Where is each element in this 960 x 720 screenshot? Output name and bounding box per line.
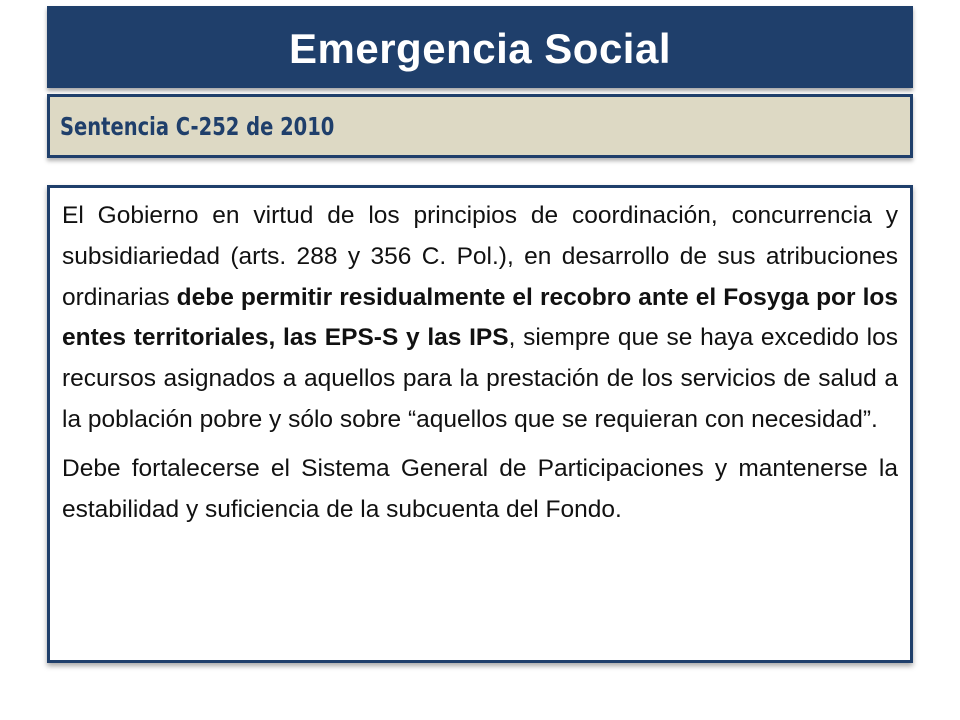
page-title: Emergencia Social — [288, 25, 671, 72]
paragraph-1-text-end: , siempre que se haya excedido los recursos asignados a aquellos para la prestación de los servicios de salud a la población pobre y sólo sobre “aquellos que se requieran con necesidad”. — [62, 324, 898, 433]
subtitle-box — [47, 94, 913, 158]
paragraph-1-bold-text: debe permitir residualmente el recobro ante el Fosyga por los entes territoriales, las EPS-S y las IPS — [62, 283, 899, 352]
body-box — [47, 185, 913, 663]
body-text — [62, 196, 898, 530]
paragraph-2: Debe fortalecerse el Sistema General de Participaciones y mantenerse la estabilidad y suficiencia de la subcuenta del Fondo. — [62, 454, 898, 523]
title-bar — [47, 6, 913, 88]
subtitle: Sentencia C-252 de 2010 — [60, 111, 335, 141]
paragraph-1 — [62, 196, 898, 441]
paragraph-1-text-start: El Gobierno en virtud de los principios de coordinación, concurrencia y subsidiariedad (arts. 288 y 356 C. Pol.), en desarrollo de sus atribuciones ordinarias — [62, 202, 898, 311]
